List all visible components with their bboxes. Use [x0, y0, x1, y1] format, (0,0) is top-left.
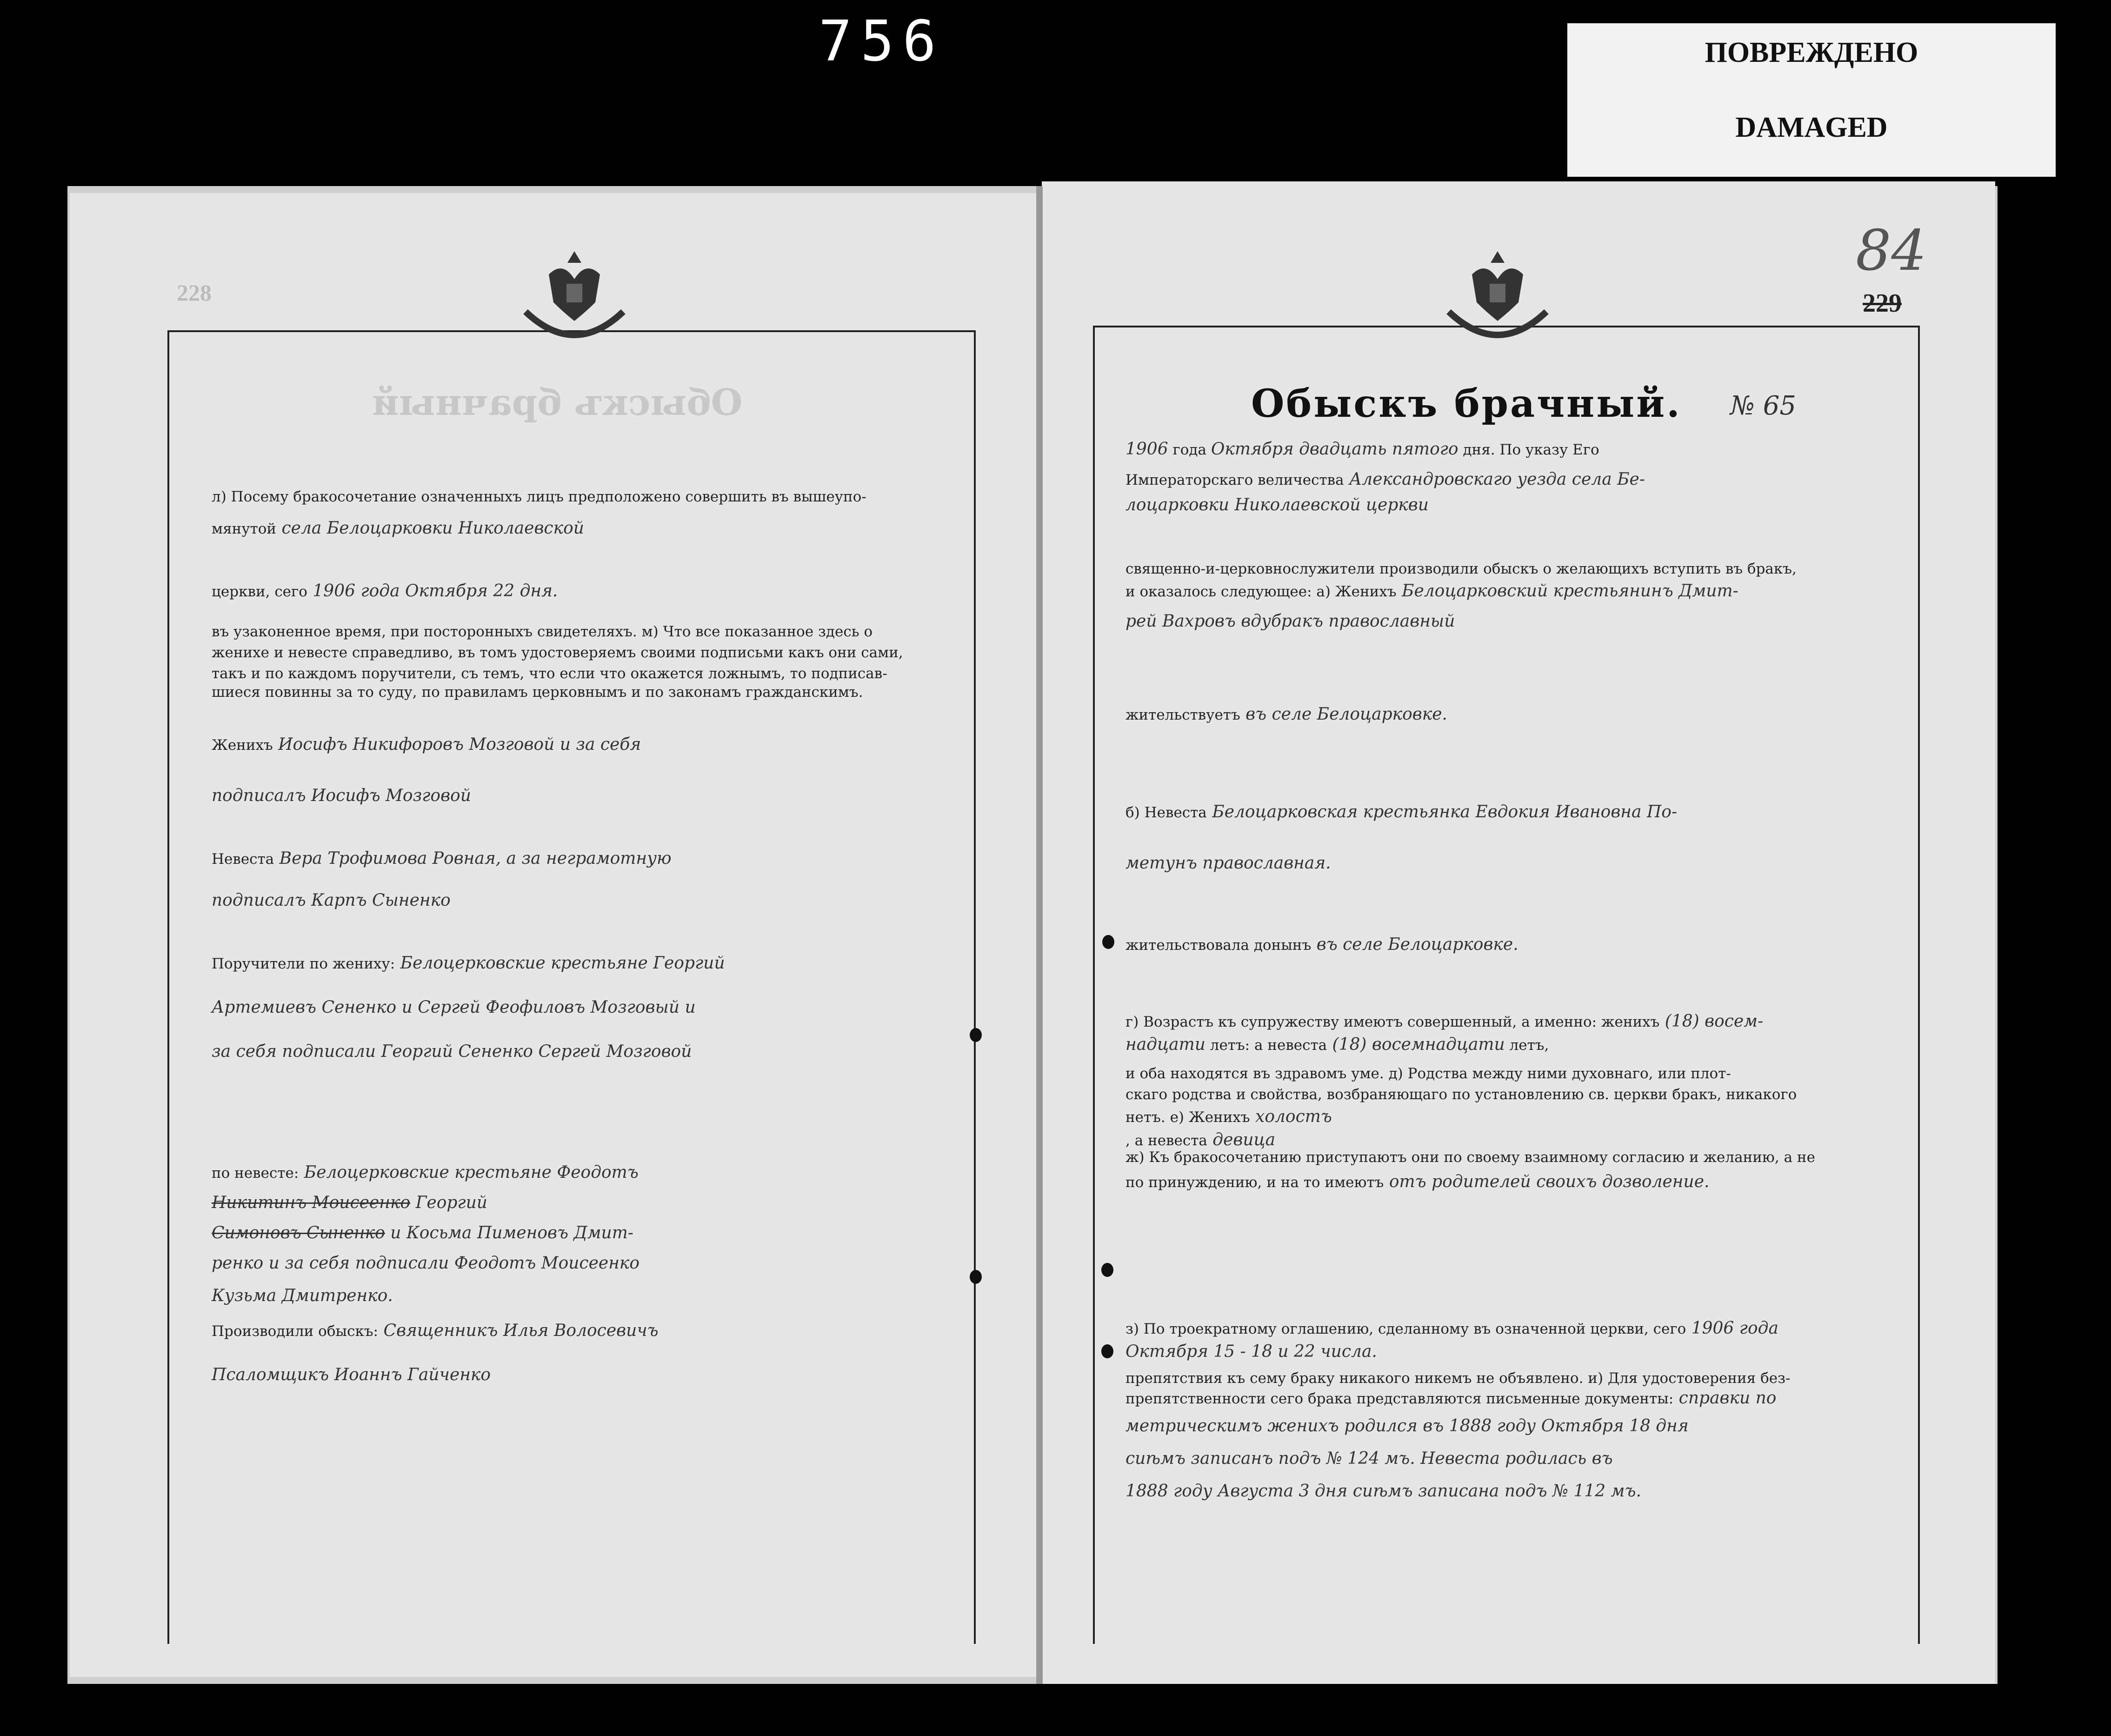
text-line	[1125, 1012, 1763, 1031]
handwritten-entry: отъ родителей своихъ дозволение.	[1384, 1172, 1710, 1191]
handwritten-entry: метунъ православная.	[1125, 854, 1331, 873]
text-line	[212, 998, 696, 1017]
handwritten-entry: 1906	[1125, 440, 1168, 459]
binding-hole	[1101, 1344, 1113, 1358]
printed-text: препятствия къ сему браку никакого никемъ не объявлено. и) Для удостоверения без-	[1125, 1370, 1791, 1387]
text-line	[212, 954, 725, 973]
handwritten-entry: 1906 года Октября 22 дня.	[307, 581, 558, 601]
text-line	[1125, 561, 1797, 577]
left-faint-page-number: 228	[177, 280, 212, 306]
text-line	[1125, 1342, 1377, 1361]
handwritten-entry: холостъ	[1250, 1107, 1332, 1126]
printed-text: жительствовала донынъ	[1125, 937, 1312, 954]
handwritten-entry: и Косьма Пименовъ Дмит-	[385, 1223, 634, 1242]
film-number: 756	[819, 9, 945, 74]
text-line	[1125, 1107, 1332, 1126]
handwritten-entry: Белоцерковские крестьяне Феодотъ	[299, 1163, 639, 1182]
text-line	[212, 1365, 491, 1384]
printed-text: дня. По указу Его	[1458, 441, 1599, 458]
handwritten-entry: Священникъ Илья Волосевичъ	[378, 1321, 659, 1340]
binding-hole	[970, 1028, 982, 1042]
text-line	[212, 1321, 659, 1340]
printed-text: Производили обыскъ:	[212, 1323, 379, 1340]
text-line	[1125, 1086, 1797, 1103]
text-line	[1125, 1449, 1613, 1468]
handwritten-entry: Октября 15 - 18 и 22 числа.	[1125, 1342, 1377, 1361]
text-line	[1125, 1035, 1549, 1054]
printed-text: и оба находятся въ здравомъ уме. д) Родства между ними духовнаго, или плот-	[1125, 1065, 1731, 1082]
printed-text: б) Невеста	[1125, 804, 1207, 821]
printed-text: г) Возрастъ къ супружеству имеютъ совершенный, а именно: женихъ	[1125, 1014, 1660, 1030]
record-number: № 65	[1730, 391, 1797, 421]
handwritten-entry: Белоцерковские крестьяне Георгий	[395, 954, 725, 973]
binding-hole	[970, 1270, 982, 1284]
handwritten-entry: ренко и за себя подписали Феодотъ Моисеенко	[212, 1254, 640, 1273]
handwritten-entry: Вера Трофимова Ровная, а за неграмотную	[274, 849, 672, 868]
printed-text: нетъ. е) Женихъ	[1125, 1109, 1250, 1126]
text-line	[1125, 612, 1455, 631]
printed-text: женихе и невесте справедливо, въ томъ удостоверяемъ своими подписьми какъ они сами,	[212, 644, 903, 661]
text-line	[212, 849, 672, 868]
printed-text: летъ: а невеста	[1205, 1037, 1327, 1054]
binding-hole	[1101, 1263, 1113, 1277]
printed-text: мянутой	[212, 521, 277, 537]
handwritten-entry: справки по	[1673, 1389, 1777, 1408]
handwritten-entry: Кузьма Дмитренко.	[212, 1286, 393, 1305]
text-line	[1125, 1416, 1689, 1436]
printed-text: по принуждению, и на то имеютъ	[1125, 1174, 1384, 1191]
text-line	[1125, 705, 1447, 724]
handwritten-entry: надцати	[1125, 1035, 1205, 1054]
text-line	[1125, 1370, 1790, 1387]
printed-text: такъ и по каждомъ поручители, съ темъ, что если что окажется ложнымъ, то подписав-	[212, 665, 887, 682]
text-line	[212, 623, 872, 640]
damage-label-en: DAMAGED	[1735, 112, 1888, 143]
text-line	[212, 1254, 639, 1273]
text-line	[1125, 1130, 1275, 1149]
text-line	[1125, 854, 1331, 873]
text-line	[1125, 1172, 1709, 1191]
right-page-frame	[1093, 326, 1920, 1644]
text-line	[212, 519, 584, 538]
printed-text: года	[1168, 441, 1211, 458]
printed-text: летъ,	[1505, 1037, 1549, 1054]
text-line	[212, 786, 471, 805]
handwritten-entry: подписалъ Иосифъ Мозговой	[212, 786, 471, 805]
text-line	[1125, 935, 1518, 954]
printed-text: Невеста	[212, 851, 274, 868]
printed-text: священно-и-церковнослужители производили обыскъ о желающихъ вступить въ бракъ,	[1125, 561, 1797, 577]
text-line	[212, 1223, 633, 1242]
text-line	[1125, 802, 1677, 821]
text-line	[1125, 440, 1599, 459]
text-line	[212, 581, 558, 601]
handwritten-entry: девица	[1207, 1130, 1276, 1149]
text-line	[212, 1193, 487, 1212]
text-line	[212, 1163, 639, 1182]
handwritten-entry: Иосифъ Никифоровъ Мозговой и за себя	[273, 735, 641, 754]
handwritten-entry: Георгий	[410, 1193, 487, 1212]
text-line	[212, 488, 866, 505]
handwritten-entry: въ селе Белоцарковке.	[1311, 935, 1518, 954]
handwritten-entry: въ селе Белоцарковке.	[1240, 705, 1447, 724]
damage-label-ru: ПОВРЕЖДЕНО	[1705, 37, 1918, 68]
handwritten-entry: Октября двадцать пятого	[1211, 440, 1458, 459]
printed-text: по невесте:	[212, 1165, 299, 1182]
handwritten-entry: сиѣмъ записанъ подъ № 124 мъ. Невеста родилась въ	[1125, 1449, 1613, 1468]
printed-text: жительствуетъ	[1125, 707, 1240, 723]
text-line	[212, 665, 887, 682]
book-spine	[1036, 186, 1043, 1684]
text-line	[212, 891, 451, 910]
binding-hole	[1102, 935, 1114, 949]
handwritten-entry: Белоцарковская крестьянка Евдокия Ивановна По-	[1206, 802, 1678, 821]
printed-text: Женихъ	[212, 737, 273, 754]
double-headed-eagle-crest-icon	[1439, 242, 1556, 349]
printed-text: церкви, сего	[212, 583, 307, 600]
handwritten-entry: 1906 года	[1686, 1319, 1778, 1338]
printed-text: ж) Къ бракосочетанию приступаютъ они по своему взаимному согласию и желанию, а не	[1125, 1149, 1815, 1166]
handwritten-entry: Псаломщикъ Иоаннъ Гайченко	[212, 1365, 491, 1384]
text-line	[1125, 581, 1738, 601]
handwritten-entry: села Белоцарковки Николаевской	[276, 519, 584, 538]
record-title: Обыскъ брачный.	[1251, 381, 1682, 426]
handwritten-entry: рей Вахровъ вдубракъ православный	[1125, 612, 1455, 631]
handwritten-entry: за себя подписали Георгий Сененко Сергей Мозговой	[212, 1042, 692, 1061]
printed-text: Поручители по жениху:	[212, 955, 395, 972]
handwritten-entry: лоцарковки Николаевской церкви	[1125, 495, 1429, 514]
printed-text: з) По троекратному оглашению, сделанному въ означенной церкви, сего	[1125, 1321, 1686, 1337]
handwritten-entry: Никитинъ Моисеенко	[212, 1193, 411, 1212]
handwritten-entry: 1888 году Августа 3 дня сиѣмъ записана подъ № 112 мъ.	[1125, 1482, 1641, 1501]
text-line	[212, 644, 903, 661]
text-line	[212, 1042, 692, 1061]
text-line	[1125, 1149, 1815, 1166]
handwritten-entry: Белоцарковский крестьянинъ Дмит-	[1396, 581, 1738, 601]
printed-text: въ узаконенное время, при посторонныхъ свидетеляхъ. м) Что все показанное здесь о	[212, 623, 873, 640]
left-faint-title: Обыскъ брачный	[372, 381, 743, 424]
handwritten-entry: подписалъ Карпъ Сыненко	[212, 891, 451, 910]
double-headed-eagle-crest-icon	[516, 242, 633, 349]
handwritten-entry: Артемиевъ Сененко и Сергей Феофиловъ Мозговый и	[212, 998, 696, 1017]
printed-text: л) Посему бракосочетание означенныхъ лицъ предположено совершить въ вышеупо-	[212, 488, 866, 505]
printed-text: шиеся повинны за то суду, по правиламъ церковнымъ и по законамъ гражданскимъ.	[212, 684, 863, 701]
text-line	[212, 735, 641, 754]
text-line	[212, 684, 863, 701]
handwritten-entry: (18) восем-	[1659, 1012, 1764, 1031]
text-line	[1125, 1482, 1641, 1501]
printed-text: скаго родства и свойства, возбраняющаго по установлению св. церкви бракъ, никакого	[1125, 1086, 1797, 1103]
handwritten-entry: метрическимъ женихъ родился въ 1888 году Октября 18 дня	[1125, 1416, 1689, 1436]
printed-text: Императорскаго величества	[1125, 472, 1344, 488]
text-line	[1125, 1389, 1776, 1408]
handwritten-entry: Симоновъ Сыненко	[212, 1223, 385, 1242]
handwritten-entry: Александровскаго уезда села Бе-	[1344, 470, 1645, 489]
text-line	[1125, 470, 1645, 489]
printed-text: препятственности сего брака представляются письменные документы:	[1125, 1390, 1674, 1407]
handwritten-entry: (18) восемнадцати	[1327, 1035, 1505, 1054]
text-line	[1125, 1319, 1778, 1338]
printed-text: и оказалось следующее: а) Женихъ	[1125, 583, 1397, 600]
text-line	[1125, 495, 1429, 514]
text-line	[212, 1286, 393, 1305]
damage-label	[1567, 23, 2056, 177]
folio-handwritten: 84	[1856, 219, 1927, 283]
printed-text: , а невеста	[1125, 1132, 1207, 1149]
right-page-number: 229	[1863, 289, 1902, 318]
text-line	[1125, 1065, 1731, 1082]
